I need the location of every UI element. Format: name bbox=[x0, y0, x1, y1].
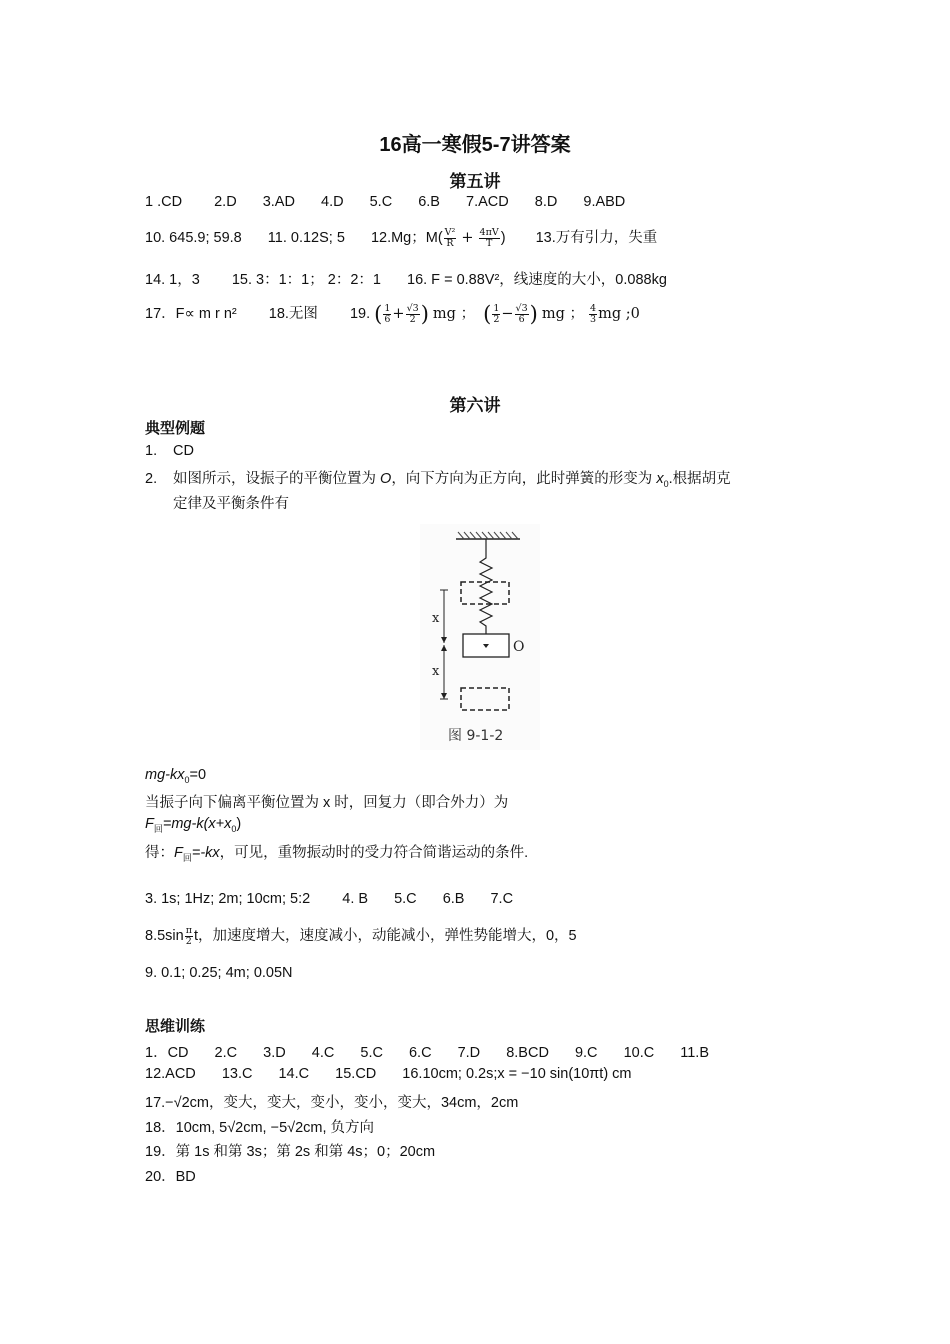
training-heading: 思维训练 bbox=[145, 1018, 206, 1035]
answer-17: 17．F∝ m r n² bbox=[145, 306, 237, 322]
lecture6-heading: 第六讲 bbox=[449, 396, 501, 415]
fraction: $\frac{4\pi V}{T}$ bbox=[479, 226, 499, 249]
answer: 5.C bbox=[369, 194, 393, 210]
equation-2: $F_回=mg-k(x+x_0)$ bbox=[145, 816, 242, 834]
answers-row-9: 9. 0.1; 0.25; 4m; 0.05N bbox=[145, 965, 293, 981]
answer: 1 .CD bbox=[145, 194, 183, 210]
lecture5-row4 bbox=[145, 302, 640, 326]
answer-11: 11. 0.12S; 5 bbox=[267, 230, 345, 246]
list-item: 2. 如图所示，设振子的平衡位置为 O，向下方向为正方向，此时弹簧的形变为 $x_0$.根据胡克 bbox=[145, 471, 731, 489]
spring-figure bbox=[420, 524, 540, 750]
training-row-3: 17.−√2cm，变大，变大，变小，变小，变大，34cm，2cm bbox=[145, 1095, 519, 1111]
training-row-6: 20．BD bbox=[145, 1169, 196, 1185]
page-title: 16高一寒假5-7讲答案 bbox=[379, 134, 571, 156]
answer-10: 10. 645.9; 59.8 bbox=[145, 230, 242, 246]
answer-19: 19. ( $\frac{1}{6}$ + $\frac{√3}{2}$ ) mg ； ( $\frac{1}{2}$ − $\frac{√3}{6}$ ) mg ； $\frac{4}{3}$ mg ;0 bbox=[349, 302, 640, 327]
sentence-1: 当振子向下偏离平衡位置为 x 时，回复力（即合外力）为 bbox=[145, 795, 509, 811]
answer: 4.D bbox=[321, 194, 344, 210]
answers-row-8: 8.5sin $\frac{\pi}{2}$ t，加速度增大，速度减小，动能减小，弹性势能增大，0，5 bbox=[145, 924, 577, 947]
answer-15: 15. 3：1：1； 2：2：1 bbox=[231, 272, 381, 288]
lecture5-row2 bbox=[145, 226, 657, 249]
training-row-4: 18．10cm, 5√2cm, −5√2cm, 负方向 bbox=[145, 1120, 375, 1136]
answer: 9.ABD bbox=[583, 194, 626, 210]
figure-caption: 图 9-1-2 bbox=[448, 728, 504, 744]
equation-1: $mg-kx_0=0$ bbox=[145, 767, 207, 785]
fraction: $\frac{\text{V²}}{R}$ bbox=[444, 226, 456, 249]
answer-14: 14. 1，3 bbox=[145, 272, 200, 288]
answers-row-3: 3. 1s; 1Hz; 2m; 10cm; 5:2 4. B 5.C 6.B 7.C bbox=[145, 891, 514, 907]
answer: 6.B bbox=[418, 194, 440, 210]
answer: 3.AD bbox=[262, 194, 295, 210]
example-heading: 典型例题 bbox=[145, 420, 206, 437]
sentence-2: 得：$F_回=-kx$，可见，重物振动时的受力符合简谐运动的条件. bbox=[145, 845, 529, 863]
answer-18: 18.无图 bbox=[268, 306, 318, 322]
label-x-upper: x bbox=[432, 611, 440, 626]
label-x-lower: x bbox=[432, 664, 440, 679]
label-O: O bbox=[513, 639, 525, 655]
list-item: 1. CD bbox=[145, 443, 194, 459]
list-item-continuation: 定律及平衡条件有 bbox=[173, 496, 289, 512]
lecture5-row1 bbox=[145, 194, 625, 210]
answer-13: 13.万有引力，失重 bbox=[535, 230, 658, 246]
answer: 8.D bbox=[534, 194, 558, 210]
answer-16: 16. F = 0.88V²，线速度的大小，0.088kg bbox=[407, 272, 667, 288]
lecture5-row3 bbox=[145, 268, 667, 289]
training-row-2: 12.ACD 13.C 14.C 15.CD 16.10cm; 0.2s;x = −10 sin(10πt) cm bbox=[145, 1066, 632, 1082]
training-row-1: 1．CD 2.C 3.D 4.C 5.C 6.C 7.D 8.BCD 9.C 10.C 11.B bbox=[145, 1045, 709, 1061]
lecture5-heading: 第五讲 bbox=[449, 172, 501, 191]
answer-12: 12.Mg；M( $\frac{\text{V²}}{R}$ + $\frac{4\pi V}{T}$ ) bbox=[370, 226, 506, 249]
answer: 7.ACD bbox=[466, 194, 509, 210]
answer: 2.D bbox=[214, 194, 237, 210]
training-row-5: 19．第 1s 和第 3s；第 2s 和第 4s；0；20cm bbox=[145, 1144, 436, 1160]
